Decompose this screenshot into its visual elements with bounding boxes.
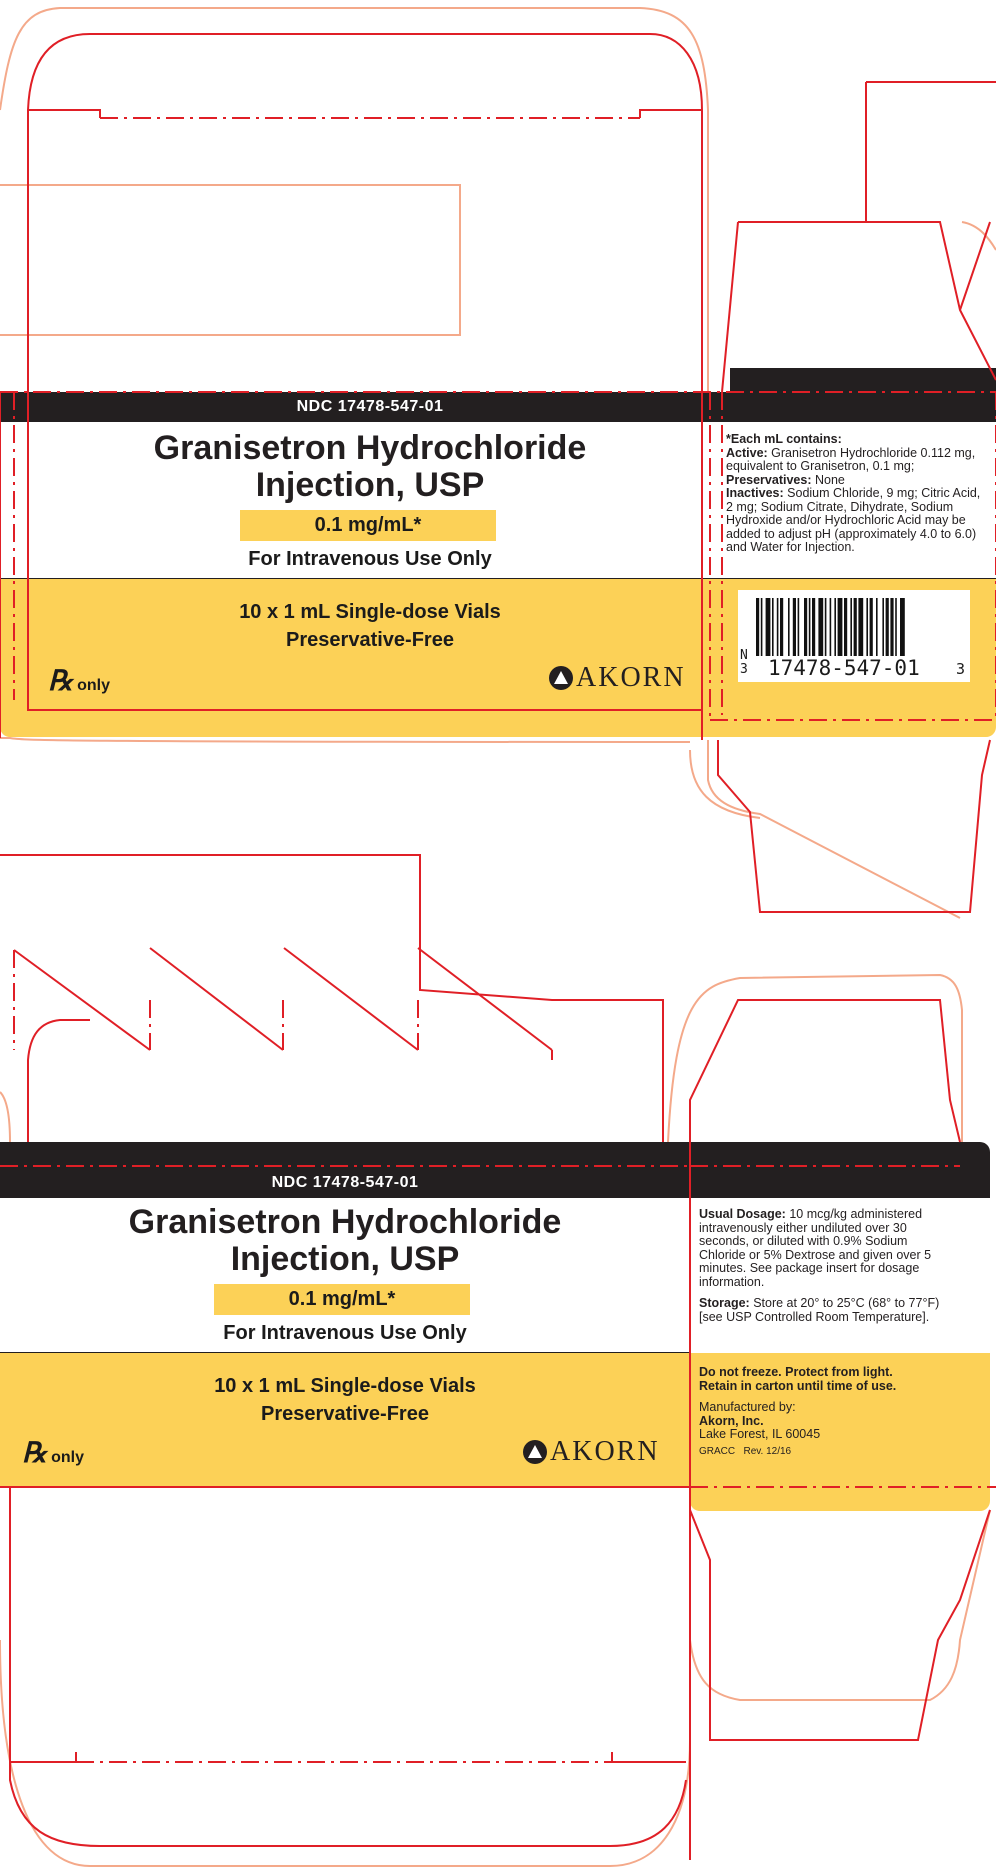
top-ndc-number: NDC 17478-547-01	[296, 398, 444, 415]
barcode-prefix-bottom: 3	[740, 662, 748, 677]
freeze-line1: Do not freeze. Protect from light.	[699, 1365, 893, 1379]
bottom-band-divider	[0, 1352, 690, 1353]
top-package-line1: 10 x 1 mL Single-dose Vials	[239, 601, 501, 623]
top-side-composition	[726, 433, 982, 555]
rx-only-label: only	[51, 1449, 84, 1466]
barcode-check-digit: 3	[956, 660, 966, 678]
each-ml-heading: *Each mL contains:	[726, 432, 842, 446]
rx-only-label: only	[77, 677, 110, 694]
dosage-text: 10 mcg/kg administered intravenously either undiluted over 30 seconds, or diluted with 0.9% Sodium Chloride or 5% Dextrose and given over 5 minutes. See package insert for dosage information.	[699, 1207, 932, 1289]
akorn-mark-icon	[548, 665, 574, 691]
barcode-prefix-top: N	[740, 648, 748, 663]
bottom-akorn-logo	[522, 1436, 660, 1468]
rx-symbol-icon: ℞	[48, 664, 74, 697]
inactives-text: Sodium Chloride, 9 mg; Citric Acid, 2 mg; Sodium Citrate, Dihydrate, Sodium Hydroxide and/or Hydrochloric Acid may be added to adjust pH (approximately 4.0 to 6.0) and Water for Injection.	[726, 486, 981, 554]
bottom-side-dosage	[699, 1208, 955, 1324]
freeze-line2: Retain in carton until time of use.	[699, 1378, 897, 1393]
top-product-title-line1: Granisetron Hydrochloride	[153, 429, 587, 467]
bottom-product-title-line1: Granisetron Hydrochloride	[128, 1203, 562, 1241]
top-package-line2: Preservative-Free	[286, 629, 454, 651]
bottom-ndc-number: NDC 17478-547-01	[271, 1174, 419, 1191]
bottom-rx-only	[22, 1436, 84, 1469]
dosage-label: Usual Dosage:	[699, 1207, 786, 1221]
rx-symbol-icon: ℞	[22, 1436, 48, 1469]
mfr-name: Akorn, Inc.	[699, 1413, 764, 1428]
active-text: Granisetron Hydrochloride 0.112 mg, equivalent to Granisetron, 0.1 mg;	[726, 445, 976, 473]
top-strength-badge: 0.1 mg/mL*	[240, 510, 496, 541]
product-code: GRACC	[699, 1445, 736, 1457]
top-product-title-line2: Injection, USP	[255, 466, 485, 504]
brand-wordmark: AKORN	[550, 1436, 660, 1467]
top-route-text: For Intravenous Use Only	[248, 548, 492, 570]
akorn-mark-icon	[522, 1439, 548, 1465]
revision: Rev. 12/16	[743, 1445, 792, 1457]
top-akorn-logo	[548, 662, 686, 694]
bottom-side-header-white	[690, 1168, 990, 1198]
barcode-number: 17478-547-01	[768, 656, 920, 680]
bottom-side-handling	[699, 1366, 955, 1458]
storage-label: Storage:	[699, 1296, 750, 1310]
bottom-package-line2: Preservative-Free	[261, 1403, 429, 1425]
storage-text: Store at 20° to 25°C (68° to 77°F) [see USP Controlled Room Temperature].	[699, 1296, 940, 1324]
bottom-route-text: For Intravenous Use Only	[223, 1322, 467, 1344]
preservatives-text: None	[814, 472, 845, 487]
top-band-divider	[0, 578, 996, 579]
bottom-product-title-line2: Injection, USP	[230, 1240, 460, 1278]
top-rx-only	[48, 664, 110, 697]
mfr-city: Lake Forest, IL 60045	[699, 1427, 821, 1441]
bottom-package-line1: 10 x 1 mL Single-dose Vials	[214, 1375, 476, 1397]
active-label: Active:	[726, 445, 768, 460]
inactives-label: Inactives:	[726, 486, 784, 500]
top-ndc-band-tab	[730, 368, 996, 394]
brand-wordmark: AKORN	[576, 662, 686, 693]
preservatives-label: Preservatives:	[726, 472, 812, 487]
mfr-label: Manufactured by:	[699, 1400, 796, 1414]
bottom-strength-badge: 0.1 mg/mL*	[214, 1284, 470, 1315]
